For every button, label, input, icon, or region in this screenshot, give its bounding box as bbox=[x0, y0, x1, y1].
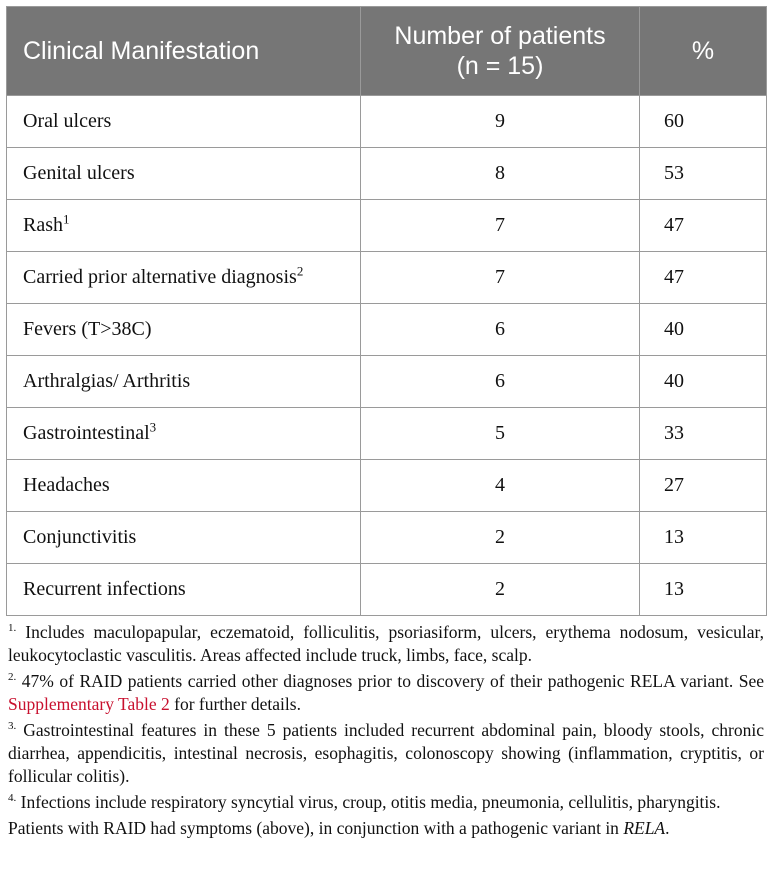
footnote-summary bbox=[8, 817, 764, 840]
table-row bbox=[7, 304, 767, 356]
header-manifestation: Clinical Manifestation bbox=[7, 7, 361, 96]
row-label-text: Conjunctivitis bbox=[23, 526, 137, 548]
row-footnote-marker: 3 bbox=[149, 419, 157, 435]
row-count: 7 bbox=[361, 200, 640, 252]
footnote-1-marker: 1. bbox=[8, 622, 17, 635]
footnote-3-marker: 3. bbox=[8, 720, 17, 733]
footnote-4 bbox=[8, 791, 764, 814]
table-row bbox=[7, 512, 767, 564]
row-count: 6 bbox=[361, 304, 640, 356]
summary-text-after: . bbox=[665, 818, 670, 838]
row-footnote-marker: 2 bbox=[296, 263, 304, 279]
header-row bbox=[7, 7, 767, 96]
table-row bbox=[7, 252, 767, 304]
row-percent: 60 bbox=[640, 96, 767, 148]
row-count: 5 bbox=[361, 408, 640, 460]
footnote-2 bbox=[8, 670, 764, 716]
row-label bbox=[7, 460, 361, 512]
row-label-text: Carried prior alternative diagnosis bbox=[23, 266, 297, 288]
row-label bbox=[7, 252, 361, 304]
footnote-2-text-before: 47% of RAID patients carried other diagnoses prior to discovery of their pathogenic RELA variant. See bbox=[21, 671, 765, 691]
gene-name: RELA bbox=[623, 818, 666, 838]
footnote-3-text: Gastrointestinal features in these 5 patients included recurrent abdominal pain, bloody stools, chronic diarrhea, appendicitis, intestinal necrosis, esophagitis, colonoscopy showing (inflammation, cryptitis, or follicular colitis). bbox=[8, 720, 765, 786]
row-label bbox=[7, 408, 361, 460]
row-label bbox=[7, 96, 361, 148]
header-patients-line1: Number of patients bbox=[394, 22, 606, 50]
footnote-2-marker: 2. bbox=[8, 671, 17, 684]
row-count: 4 bbox=[361, 460, 640, 512]
row-percent: 47 bbox=[640, 252, 767, 304]
row-footnote-marker: 1 bbox=[63, 211, 70, 227]
row-label bbox=[7, 304, 361, 356]
supplementary-table-link[interactable]: Supplementary Table 2 bbox=[8, 694, 170, 714]
row-label bbox=[7, 148, 361, 200]
footnote-2-text-after: for further details. bbox=[169, 694, 301, 714]
row-count: 8 bbox=[361, 148, 640, 200]
row-percent: 53 bbox=[640, 148, 767, 200]
summary-text-before: Patients with RAID had symptoms (above), in conjunction with a pathogenic variant in bbox=[8, 818, 624, 838]
row-percent: 13 bbox=[640, 564, 767, 616]
table-row bbox=[7, 356, 767, 408]
row-label bbox=[7, 512, 361, 564]
row-label-text: Oral ulcers bbox=[23, 110, 112, 132]
row-count: 7 bbox=[361, 252, 640, 304]
table-row bbox=[7, 460, 767, 512]
row-percent: 13 bbox=[640, 512, 767, 564]
row-label-text: Gastrointestinal bbox=[23, 422, 150, 444]
row-percent: 27 bbox=[640, 460, 767, 512]
footnote-4-marker: 4. bbox=[8, 792, 17, 805]
table-row bbox=[7, 408, 767, 460]
row-label-text: Arthralgias/ Arthritis bbox=[23, 370, 191, 392]
row-count: 2 bbox=[361, 512, 640, 564]
row-label-text: Fevers (T>38C) bbox=[23, 318, 152, 340]
footnote-1-text: Includes maculopapular, eczematoid, folliculitis, psoriasiform, ulcers, erythema nodosum, vesicular, leukocytoclastic vasculitis. Areas affected include truck, limbs, face, scalp. bbox=[8, 622, 764, 665]
header-patients-line2: (n = 15) bbox=[456, 52, 544, 80]
row-label-text: Recurrent infections bbox=[23, 578, 186, 600]
table-row bbox=[7, 96, 767, 148]
row-label-text: Headaches bbox=[23, 474, 110, 496]
row-label bbox=[7, 356, 361, 408]
table-footnotes bbox=[6, 621, 766, 840]
manifestations-table bbox=[6, 6, 767, 616]
header-patients bbox=[361, 7, 640, 96]
row-percent: 33 bbox=[640, 408, 767, 460]
table-row bbox=[7, 200, 767, 252]
row-percent: 40 bbox=[640, 304, 767, 356]
header-percent: % bbox=[640, 7, 767, 96]
row-label bbox=[7, 564, 361, 616]
footnote-1 bbox=[8, 621, 764, 667]
row-percent: 40 bbox=[640, 356, 767, 408]
row-count: 2 bbox=[361, 564, 640, 616]
row-label bbox=[7, 200, 361, 252]
table-container bbox=[6, 6, 766, 843]
row-label-text: Genital ulcers bbox=[23, 162, 135, 184]
row-count: 6 bbox=[361, 356, 640, 408]
footnote-3 bbox=[8, 719, 764, 788]
table-row bbox=[7, 564, 767, 616]
row-percent: 47 bbox=[640, 200, 767, 252]
row-label-text: Rash bbox=[23, 214, 63, 236]
row-count: 9 bbox=[361, 96, 640, 148]
table-row bbox=[7, 148, 767, 200]
footnote-4-text: Infections include respiratory syncytial virus, croup, otitis media, pneumonia, cellulitis, pharyngitis. bbox=[20, 792, 721, 812]
